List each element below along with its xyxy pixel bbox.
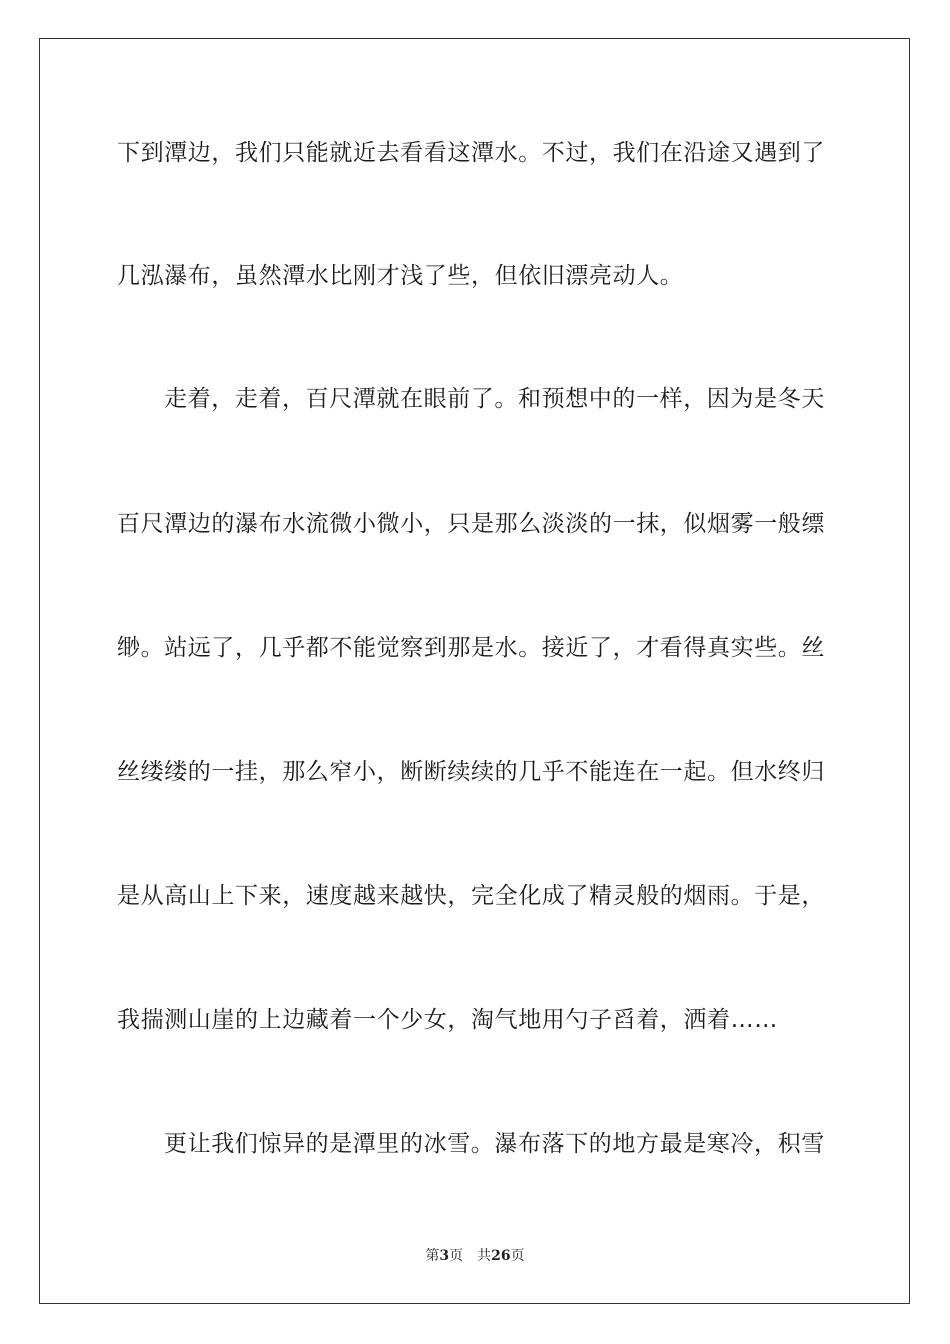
text-line-3: 走着，走着，百尺潭就在眼前了。和预想中的一样，因为是冬天 <box>164 386 825 412</box>
text-line-5: 缈。站远了，几乎都不能觉察到那是水。接近了，才看得真实些。丝 <box>117 635 825 661</box>
page-footer <box>0 1246 950 1266</box>
text-line-1: 下到潭边，我们只能就近去看看这潭水。不过，我们在沿途又遇到了 <box>117 140 825 166</box>
page-frame <box>39 38 910 1304</box>
total-prefix: 共 <box>477 1248 492 1264</box>
text-line-4: 百尺潭边的瀑布水流微小微小，只是那么淡淡的一抹，似烟雾一般缥 <box>117 511 825 537</box>
text-line-8: 我揣测山崖的上边藏着一个少女，淘气地用勺子舀着，洒着…… <box>117 1007 778 1033</box>
text-line-6: 丝缕缕的一挂，那么窄小，断断续续的几乎不能连在一起。但水终归 <box>117 759 825 785</box>
text-line-9: 更让我们惊异的是潭里的冰雪。瀑布落下的地方最是寒冷，积雪 <box>164 1131 825 1157</box>
text-line-2: 几泓瀑布，虽然潭水比刚才浅了些，但依旧漂亮动人。 <box>117 263 684 289</box>
total-suffix: 页 <box>510 1248 525 1264</box>
total-pages: 26 <box>491 1248 511 1264</box>
page-prefix: 第 <box>425 1248 440 1264</box>
text-line-7: 是从高山上下来，速度越来越快，完全化成了精灵般的烟雨。于是， <box>117 883 825 909</box>
page-suffix: 页 <box>449 1248 464 1264</box>
page-number: 3 <box>439 1248 450 1264</box>
